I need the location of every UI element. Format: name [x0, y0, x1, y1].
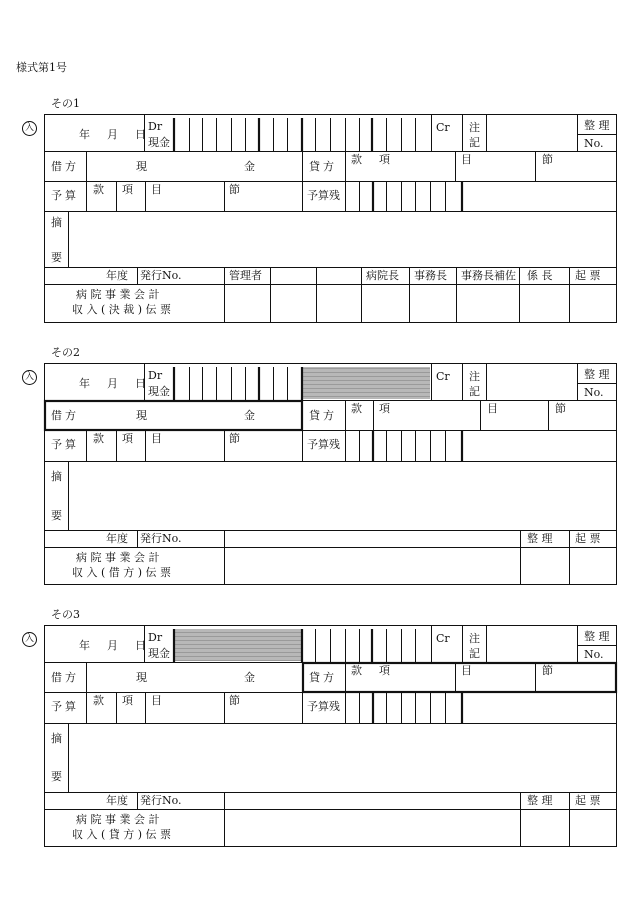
footer-drafter-label: 起 票 [575, 794, 601, 807]
note-label-bottom: 記 [469, 136, 480, 149]
seiri-label: 整 理 [584, 630, 610, 643]
budget-remaining-label: 予算残 [307, 189, 340, 202]
dr-label: Dr [148, 120, 163, 133]
debit-label: 借方 [51, 160, 79, 173]
moku-label: 目 [461, 153, 472, 166]
cash-gen: 現 [136, 160, 147, 173]
kan-label: 款 [351, 402, 362, 415]
setsu-label: 節 [555, 402, 566, 415]
approval-chief: 係 長 [527, 269, 553, 282]
budget-moku-label: 目 [151, 183, 162, 196]
cash-kin: 金 [244, 160, 255, 173]
budget-moku-label: 目 [151, 694, 162, 707]
summary-label-bottom: 要 [51, 509, 62, 522]
form-heading: その3 [51, 608, 80, 621]
date-label: 年 月 日 [79, 639, 149, 652]
credit-label: 貸方 [309, 409, 337, 422]
slip-title-line1: 病 院 事 業 会 計 [76, 813, 160, 826]
budget-label: 予算 [51, 438, 79, 451]
receipt-stamp-icon: 入 [22, 370, 37, 385]
slip-title-line2: 収 入 ( 決 裁 ) 伝 票 [72, 303, 172, 316]
budget-kan-label: 款 [93, 432, 104, 445]
dr-label: Dr [148, 631, 163, 644]
cr-label: Cr [436, 370, 450, 383]
kou-label: 項 [379, 153, 390, 166]
note-label-top: 注 [469, 121, 480, 134]
summary-label-top: 摘 [51, 470, 62, 483]
credit-label: 貸方 [309, 671, 337, 684]
cr-label: Cr [436, 121, 450, 134]
budget-label: 予算 [51, 700, 79, 713]
no-label: No. [584, 386, 604, 399]
document-title: 様式第1号 [16, 61, 67, 74]
setsu-label: 節 [542, 153, 553, 166]
cash-kin: 金 [244, 671, 255, 684]
issue-no-label: 発行No. [140, 269, 182, 282]
budget-setsu-label: 節 [229, 694, 240, 707]
fiscal-year-label: 年度 [106, 269, 128, 282]
summary-label-top: 摘 [51, 216, 62, 229]
budget-setsu-label: 節 [229, 183, 240, 196]
budget-setsu-label: 節 [229, 432, 240, 445]
slip-title-line1: 病 院 事 業 会 計 [76, 288, 160, 301]
receipt-stamp-icon: 入 [22, 632, 37, 647]
summary-label-bottom: 要 [51, 770, 62, 783]
kan-label: 款 [351, 664, 362, 677]
credit-label: 貸方 [309, 160, 337, 173]
budget-moku-label: 目 [151, 432, 162, 445]
cash-kin: 金 [244, 409, 255, 422]
budget-remaining-label: 予算残 [307, 438, 340, 451]
kou-label: 項 [379, 664, 390, 677]
debit-label: 借方 [51, 671, 79, 684]
budget-kou-label: 項 [122, 432, 133, 445]
seiri-label: 整 理 [584, 368, 610, 381]
debit-label: 借方 [51, 409, 79, 422]
form-heading: その1 [51, 97, 80, 110]
kou-label: 項 [379, 402, 390, 415]
dr-label: Dr [148, 369, 163, 382]
no-label: No. [584, 648, 604, 661]
setsu-label: 節 [542, 664, 553, 677]
issue-no-label: 発行No. [140, 794, 182, 807]
budget-kan-label: 款 [93, 183, 104, 196]
approval-admin-assistant: 事務長補佐 [461, 269, 516, 282]
note-label-bottom: 記 [469, 647, 480, 660]
cash-dr-label: 現金 [148, 647, 170, 660]
cash-gen: 現 [136, 671, 147, 684]
cash-dr-label: 現金 [148, 385, 170, 398]
seiri-label: 整 理 [584, 119, 610, 132]
approval-manager: 管理者 [229, 269, 262, 282]
date-label: 年 月 日 [79, 128, 149, 141]
slip-title-line2: 収 入 ( 貸 方 ) 伝 票 [72, 828, 172, 841]
footer-seiri-label: 整 理 [527, 794, 553, 807]
cr-label: Cr [436, 632, 450, 645]
summary-label-bottom: 要 [51, 251, 62, 264]
slip-title-line2: 収 入 ( 借 方 ) 伝 票 [72, 566, 172, 579]
budget-kou-label: 項 [122, 694, 133, 707]
footer-seiri-label: 整 理 [527, 532, 553, 545]
footer-drafter-label: 起 票 [575, 532, 601, 545]
no-label: No. [584, 137, 604, 150]
date-label: 年 月 日 [79, 377, 149, 390]
budget-kou-label: 項 [122, 183, 133, 196]
receipt-stamp-icon: 入 [22, 121, 37, 136]
fiscal-year-label: 年度 [106, 532, 128, 545]
summary-label-top: 摘 [51, 732, 62, 745]
fiscal-year-label: 年度 [106, 794, 128, 807]
approval-admin-head: 事務長 [414, 269, 447, 282]
kan-label: 款 [351, 153, 362, 166]
moku-label: 目 [461, 664, 472, 677]
issue-no-label: 発行No. [140, 532, 182, 545]
budget-remaining-label: 予算残 [307, 700, 340, 713]
slip-title-line1: 病 院 事 業 会 計 [76, 551, 160, 564]
cash-gen: 現 [136, 409, 147, 422]
approval-drafter: 起 票 [575, 269, 601, 282]
note-label-bottom: 記 [469, 385, 480, 398]
note-label-top: 注 [469, 632, 480, 645]
budget-kan-label: 款 [93, 694, 104, 707]
budget-label: 予算 [51, 189, 79, 202]
masked-debit-digits [175, 629, 302, 661]
moku-label: 目 [487, 402, 498, 415]
approval-director: 病院長 [366, 269, 399, 282]
form-heading: その2 [51, 346, 80, 359]
note-label-top: 注 [469, 370, 480, 383]
cash-dr-label: 現金 [148, 136, 170, 149]
